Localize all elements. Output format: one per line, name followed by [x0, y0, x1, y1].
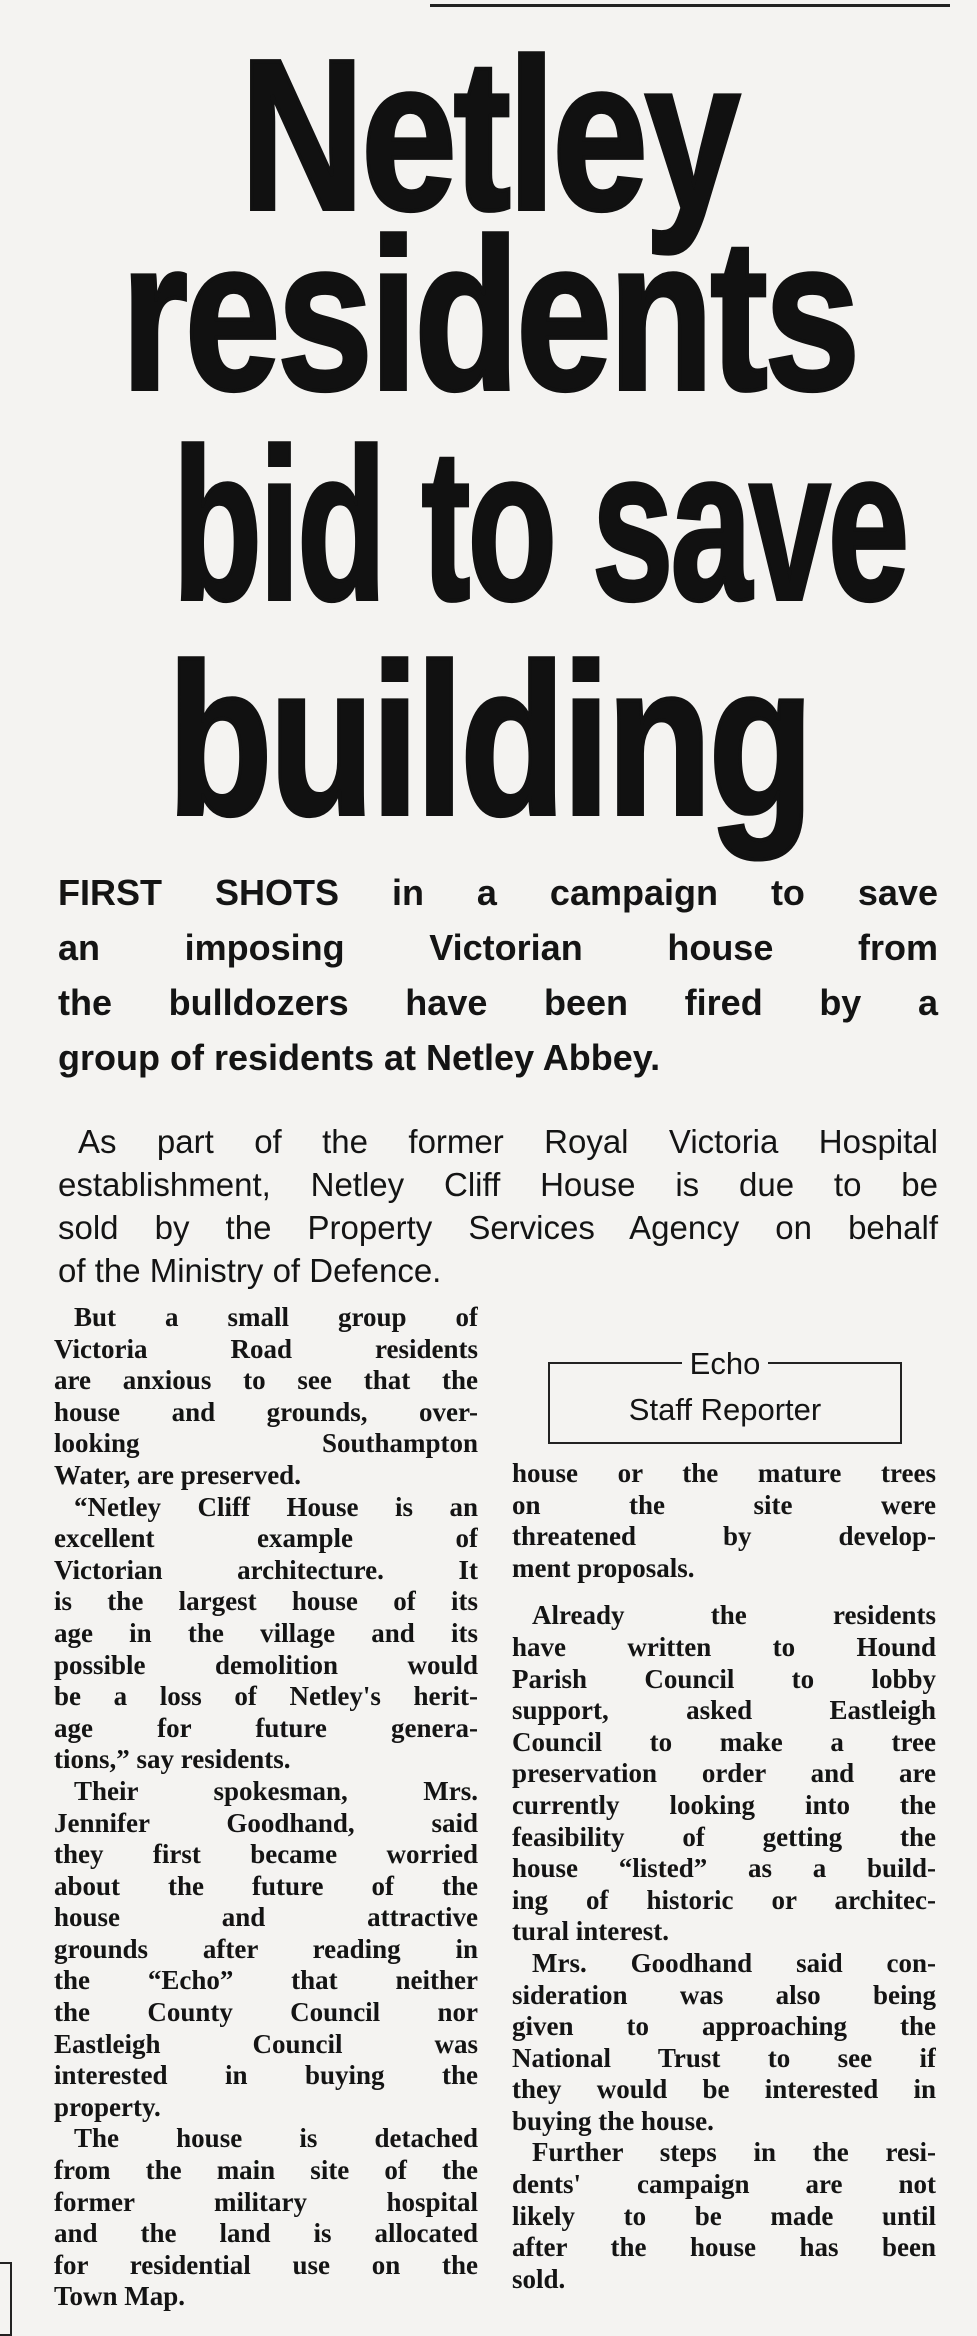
text-line: for residential use on the — [54, 2249, 478, 2280]
byline-author: Staff Reporter — [628, 1392, 822, 1427]
text-line: ing of historic or architec- — [512, 1884, 936, 1915]
article-paragraph — [512, 1458, 936, 1584]
text-line: As part of the former Royal Victoria Hospital — [78, 1123, 938, 1160]
byline-publication: Echo — [682, 1346, 769, 1381]
article-paragraph — [54, 1302, 478, 1492]
headline-text: Netley — [239, 14, 738, 255]
text-line: age for future genera- — [54, 1712, 478, 1743]
headline-line — [0, 14, 977, 255]
text-line: and the land is allocated — [54, 2218, 478, 2249]
text-line: property. — [54, 2091, 161, 2122]
byline-box — [548, 1346, 902, 1444]
text-line: given to approaching the — [512, 2011, 936, 2042]
text-line: likely to be made until — [512, 2200, 936, 2231]
text-line: Already the residents — [532, 1600, 936, 1631]
text-line: they first became worried — [54, 1839, 478, 1870]
text-line: sold by the Property Services Agency on behalf — [58, 1209, 938, 1246]
article-column-right — [512, 1458, 936, 2295]
text-line: house and attractive — [54, 1902, 478, 1933]
intro-paragraph — [58, 1120, 938, 1292]
text-line: age in the village and its — [54, 1617, 478, 1648]
text-line: on the site were — [512, 1489, 936, 1520]
text-line: Eastleigh Council was — [54, 2028, 478, 2059]
headline-line — [0, 619, 977, 860]
text-line: are anxious to see that the — [54, 1365, 478, 1396]
text-line: The house is detached — [74, 2123, 478, 2154]
text-line: interested in buying the — [54, 2060, 478, 2091]
text-line: dents' campaign are not — [512, 2169, 936, 2200]
text-line: Mrs. Goodhand said con- — [532, 1947, 936, 1978]
text-line: the bulldozers have been fired by a — [58, 982, 938, 1023]
top-rule — [430, 4, 950, 7]
text-line: buying the house. — [512, 2105, 714, 2136]
text-line: Their spokesman, Mrs. — [74, 1775, 478, 1806]
text-line: Town Map. — [54, 2281, 186, 2312]
text-line: is the largest house of its — [54, 1586, 478, 1617]
text-line: of the Ministry of Defence. — [58, 1252, 442, 1289]
text-line: sold. — [512, 2263, 566, 2294]
text-line: house and grounds, over- — [54, 1396, 478, 1427]
headline-text: building — [166, 619, 811, 860]
text-line: National Trust to see if — [512, 2042, 936, 2073]
text-line: sideration was also being — [512, 1979, 936, 2010]
text-line: excellent example of — [54, 1523, 478, 1554]
headline-line — [0, 404, 977, 645]
article-paragraph — [54, 1492, 478, 1776]
text-line: former military hospital — [54, 2186, 478, 2217]
text-line: house “listed” as a build- — [512, 1853, 936, 1884]
text-line: FIRST SHOTS in a campaign to save — [58, 872, 938, 913]
text-line: house or the mature trees — [512, 1458, 936, 1488]
text-line: threatened by develop- — [512, 1521, 936, 1552]
text-line: Further steps in the resi- — [532, 2137, 936, 2168]
headline-line — [0, 194, 977, 435]
text-line: “Netley Cliff House is an — [74, 1491, 478, 1522]
text-line: about the future of the — [54, 1870, 478, 1901]
text-line: Victorian architecture. It — [54, 1554, 478, 1585]
text-line: Parish Council to lobby — [512, 1663, 936, 1694]
text-line: the County Council nor — [54, 1997, 478, 2028]
headline-text: residents — [120, 194, 857, 435]
text-line: possible demolition would — [54, 1649, 478, 1680]
headline-text: bid to save — [172, 404, 907, 645]
text-line: support, asked Eastleigh — [512, 1695, 936, 1726]
text-line: have written to Hound — [512, 1631, 936, 1662]
article-paragraph — [54, 2123, 478, 2313]
text-line: after the house has been — [512, 2232, 936, 2263]
text-line: an imposing Victorian house from — [58, 927, 938, 968]
text-line: Victoria Road residents — [54, 1333, 478, 1364]
text-line: from the main site of the — [54, 2155, 478, 2186]
text-line: Jennifer Goodhand, said — [54, 1807, 478, 1838]
article-column-left — [54, 1302, 478, 2313]
text-line: tural interest. — [512, 1916, 669, 1947]
text-line: be a loss of Netley's herit- — [54, 1681, 478, 1712]
text-line: Water, are preserved. — [54, 1459, 301, 1490]
adjacent-clipping-edge — [0, 2262, 12, 2336]
text-line: feasibility of getting the — [512, 1821, 936, 1852]
text-line: looking Southampton — [54, 1428, 478, 1459]
text-line: establishment, Netley Cliff House is due to be — [58, 1166, 938, 1203]
text-line: Council to make a tree — [512, 1726, 936, 1757]
text-line: currently looking into the — [512, 1789, 936, 1820]
text-line: tions,” say residents. — [54, 1744, 291, 1775]
text-line: ment proposals. — [512, 1552, 695, 1583]
text-line: grounds after reading in — [54, 1933, 478, 1964]
article-paragraph — [54, 1776, 478, 2124]
text-line: But a small group of — [74, 1302, 478, 1332]
text-line: group of residents at Netley Abbey. — [58, 1037, 661, 1078]
article-paragraph — [512, 1600, 936, 2295]
text-line: they would be interested in — [512, 2074, 936, 2105]
text-line: the “Echo” that neither — [54, 1965, 478, 1996]
lead-paragraph — [58, 865, 938, 1085]
text-line: preservation order and are — [512, 1758, 936, 1789]
